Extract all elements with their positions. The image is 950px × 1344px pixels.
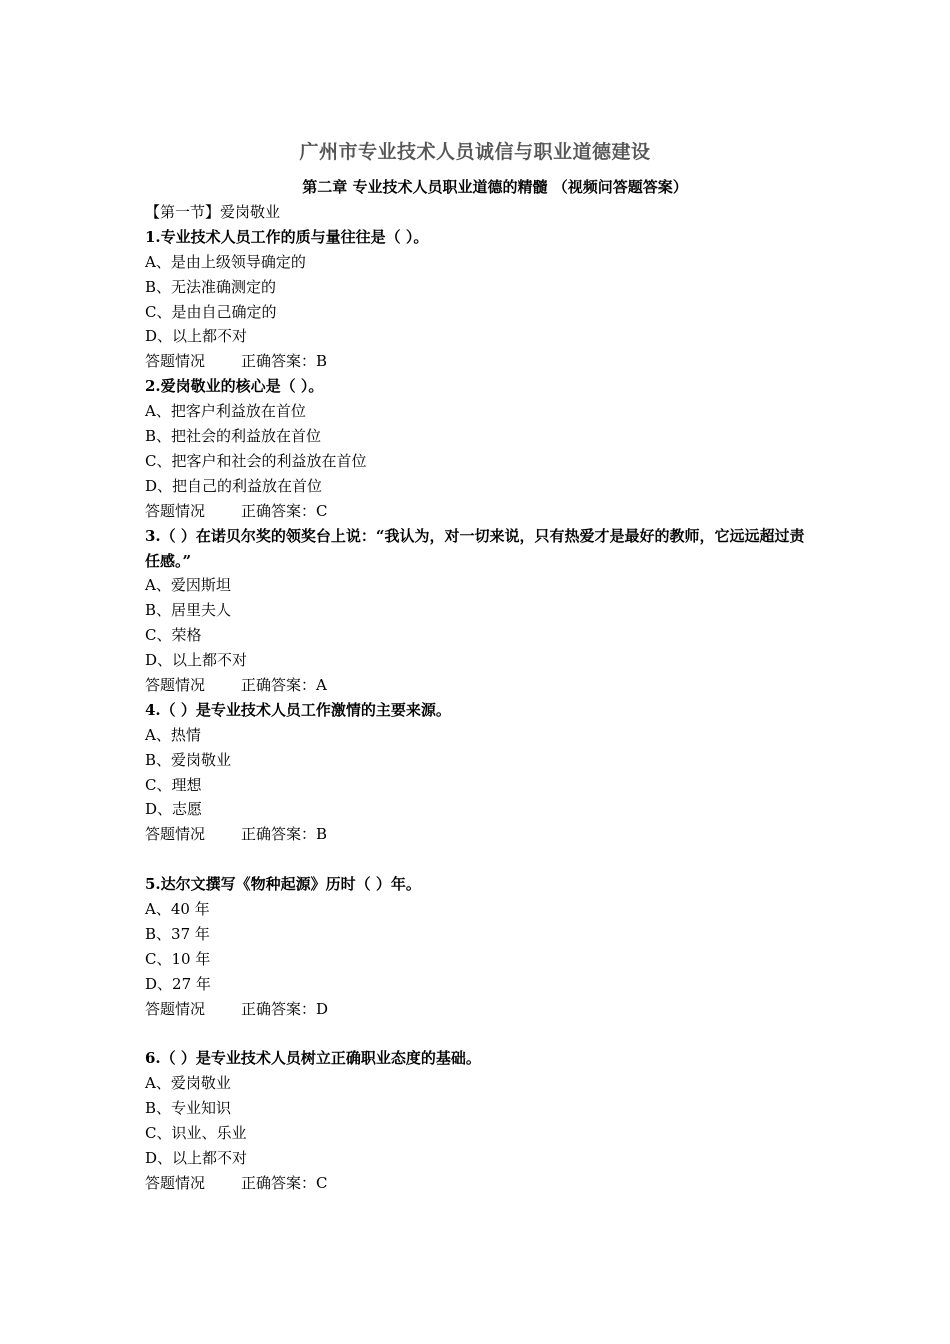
option-a: A、爱岗敬业	[145, 1074, 231, 1093]
answer-status-label: 答题情况	[145, 675, 206, 694]
question-block	[145, 1046, 815, 1195]
blank-line	[145, 1021, 815, 1046]
answer-line	[145, 1171, 815, 1196]
question-block	[145, 872, 815, 1021]
option-d: D、把自己的利益放在首位	[145, 476, 323, 495]
answer-status-label: 答题情况	[145, 352, 206, 371]
option-d: D、以上都不对	[145, 1148, 248, 1167]
option-a: A、是由上级领导确定的	[145, 252, 306, 271]
option-c: C、识业、乐业	[145, 1124, 247, 1143]
option-c: C、是由自己确定的	[145, 302, 277, 321]
correct-answer: 正确答案：C	[241, 1173, 328, 1192]
blank-line	[145, 847, 815, 872]
option-b: B、专业知识	[145, 1099, 232, 1118]
option-b: B、把社会的利益放在首位	[145, 427, 322, 446]
option-c: C、理想	[145, 775, 202, 794]
question-block	[145, 225, 815, 374]
option-c: C、荣格	[145, 626, 202, 645]
answer-status-label: 答题情况	[145, 1173, 206, 1192]
answer-line	[145, 997, 815, 1022]
document-body	[145, 200, 815, 1196]
section-heading: 【第一节】爱岗敬业	[145, 203, 281, 221]
correct-answer: 正确答案：D	[241, 999, 329, 1018]
question-text: 3.（ ）在诺贝尔奖的领奖台上说：“我认为，对一切来说，只有热爱才是最好的教师，它远远超过责任感。”	[145, 526, 805, 570]
correct-answer: 正确答案：C	[241, 501, 328, 520]
document-title: 广州市专业技术人员诚信与职业道德建设	[299, 141, 651, 163]
answer-line	[145, 349, 815, 374]
answer-line	[145, 673, 815, 698]
option-b: B、爱岗敬业	[145, 750, 232, 769]
option-c: C、10 年	[145, 949, 211, 968]
option-a: A、40 年	[145, 900, 210, 919]
option-d: D、27 年	[145, 974, 211, 993]
option-b: B、37 年	[145, 924, 210, 943]
option-d: D、以上都不对	[145, 651, 248, 670]
chapter-subtitle: 第二章 专业技术人员职业道德的精髓 （视频问答题答案）	[302, 178, 688, 196]
option-b: B、居里夫人	[145, 601, 232, 620]
answer-status-label: 答题情况	[145, 501, 206, 520]
answer-line	[145, 499, 815, 524]
answer-status-label: 答题情况	[145, 999, 206, 1018]
option-a: A、把客户利益放在首位	[145, 402, 306, 421]
question-text: 6.（ ）是专业技术人员树立正确职业态度的基础。	[145, 1049, 481, 1068]
option-a: A、爱因斯坦	[145, 576, 231, 595]
question-text: 2.爱岗敬业的核心是（ ）。	[145, 377, 324, 396]
question-block	[145, 698, 815, 847]
question-block	[145, 374, 815, 523]
question-text: 5.达尔文撰写《物种起源》历时（ ）年。	[145, 875, 421, 894]
option-d: D、以上都不对	[145, 327, 248, 346]
answer-line	[145, 822, 815, 847]
option-b: B、无法准确测定的	[145, 277, 277, 296]
option-a: A、热情	[145, 725, 201, 744]
question-text: 4.（ ）是专业技术人员工作激情的主要来源。	[145, 700, 451, 719]
question-block	[145, 524, 815, 698]
option-d: D、志愿	[145, 800, 203, 819]
answer-status-label: 答题情况	[145, 825, 206, 844]
option-c: C、把客户和社会的利益放在首位	[145, 451, 367, 470]
question-text: 1.专业技术人员工作的质与量往往是（ ）。	[145, 227, 429, 246]
correct-answer: 正确答案：B	[241, 352, 328, 371]
correct-answer: 正确答案：A	[241, 675, 327, 694]
correct-answer: 正确答案：B	[241, 825, 328, 844]
